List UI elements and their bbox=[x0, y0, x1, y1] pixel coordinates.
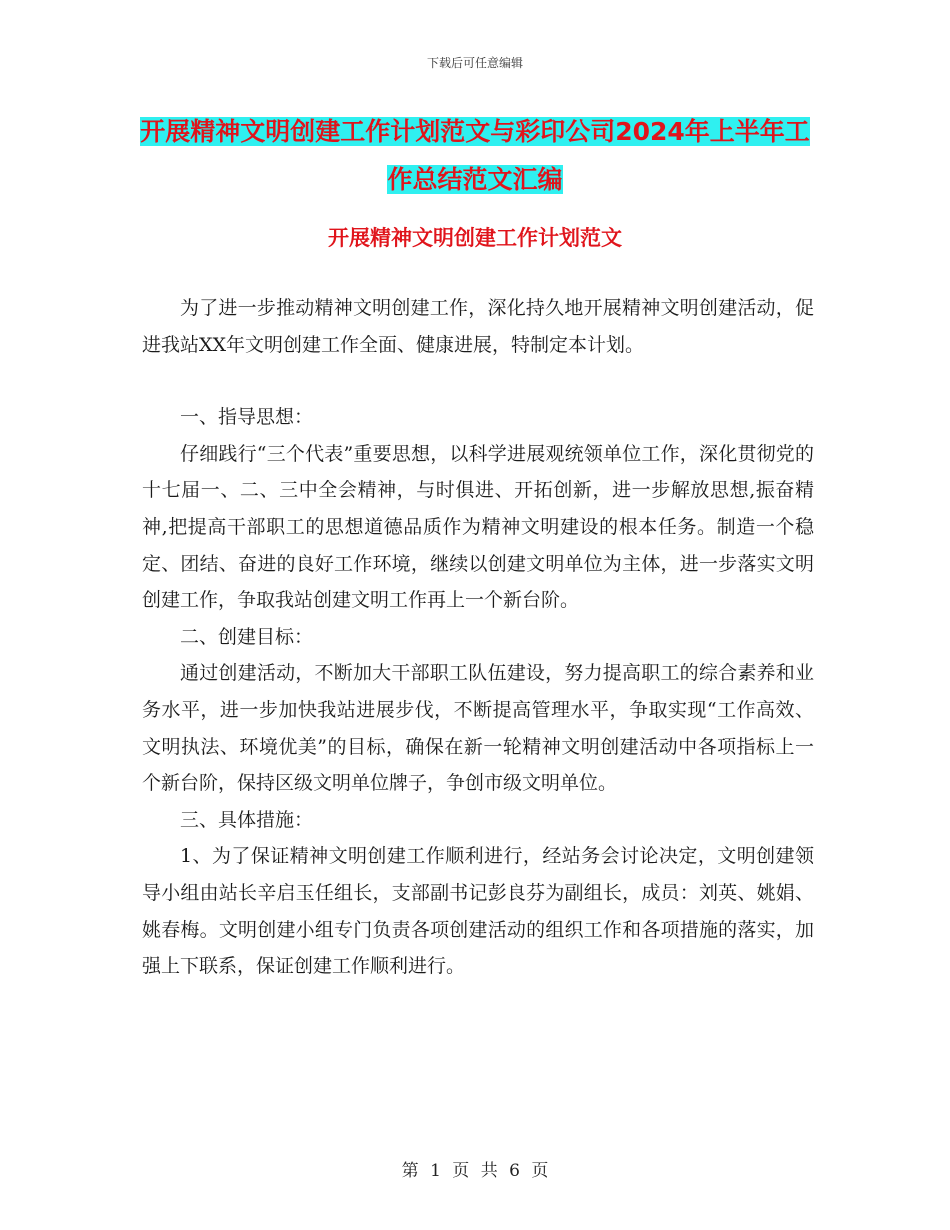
heading-goals: 二、创建目标： bbox=[180, 625, 314, 648]
document-title bbox=[140, 108, 810, 204]
heading-guiding-ideology: 一、指导思想： bbox=[180, 406, 314, 429]
document-body bbox=[142, 290, 814, 985]
paragraph-measure-1: 1、为了保证精神文明创建工作顺利进行，经站务会讨论决定，文明创建领导小组由站长辛启玉任组长，支部副书记彭良芬为副组长，成员：刘英、姚娟、姚春梅。文明创建小组专门负责各项创建活动的组织工作和各项措施的落实，加强上下联系，保证创建工作顺利进行。 bbox=[142, 845, 814, 978]
document-title-highlight: 开展精神文明创建工作计划范文与彩印公司2024年上半年工作总结范文汇编 bbox=[140, 117, 810, 194]
paragraph-guiding-ideology: 仔细践行“三个代表”重要思想，以科学进展观统领单位工作，深化贯彻党的十七届一、二、三中全会精神，与时俱进、开拓创新，进一步解放思想,振奋精神,把提高干部职工的思想道德品质作为精神文明建设的根本任务。制造一个稳定、团结、奋进的良好工作环境，继续以创建文明单位为主体，进一步落实文明创建工作，争取我站创建文明工作再上一个新台阶。 bbox=[142, 442, 814, 612]
paragraph-intro: 为了进一步推动精神文明创建工作，深化持久地开展精神文明创建活动，促进我站XX年文明创建工作全面、健康进展，特制定本计划。 bbox=[142, 297, 814, 356]
page-indicator: 第 1 页 共 6 页 bbox=[401, 1161, 549, 1181]
heading-measures: 三、具体措施： bbox=[180, 808, 314, 831]
section-title: 开展精神文明创建工作计划范文 bbox=[328, 226, 622, 250]
paragraph-goals: 通过创建活动，不断加大干部职工队伍建设，努力提高职工的综合素养和业务水平，进一步加快我站进展步伐，不断提高管理水平，争取实现“工作高效、文明执法、环境优美”的目标，确保在新一轮精神文明创建活动中各项指标上一个新台阶，保持区级文明单位牌子，争创市级文明单位。 bbox=[142, 662, 814, 795]
page-header-note: 下载后可任意编辑 bbox=[426, 56, 523, 70]
